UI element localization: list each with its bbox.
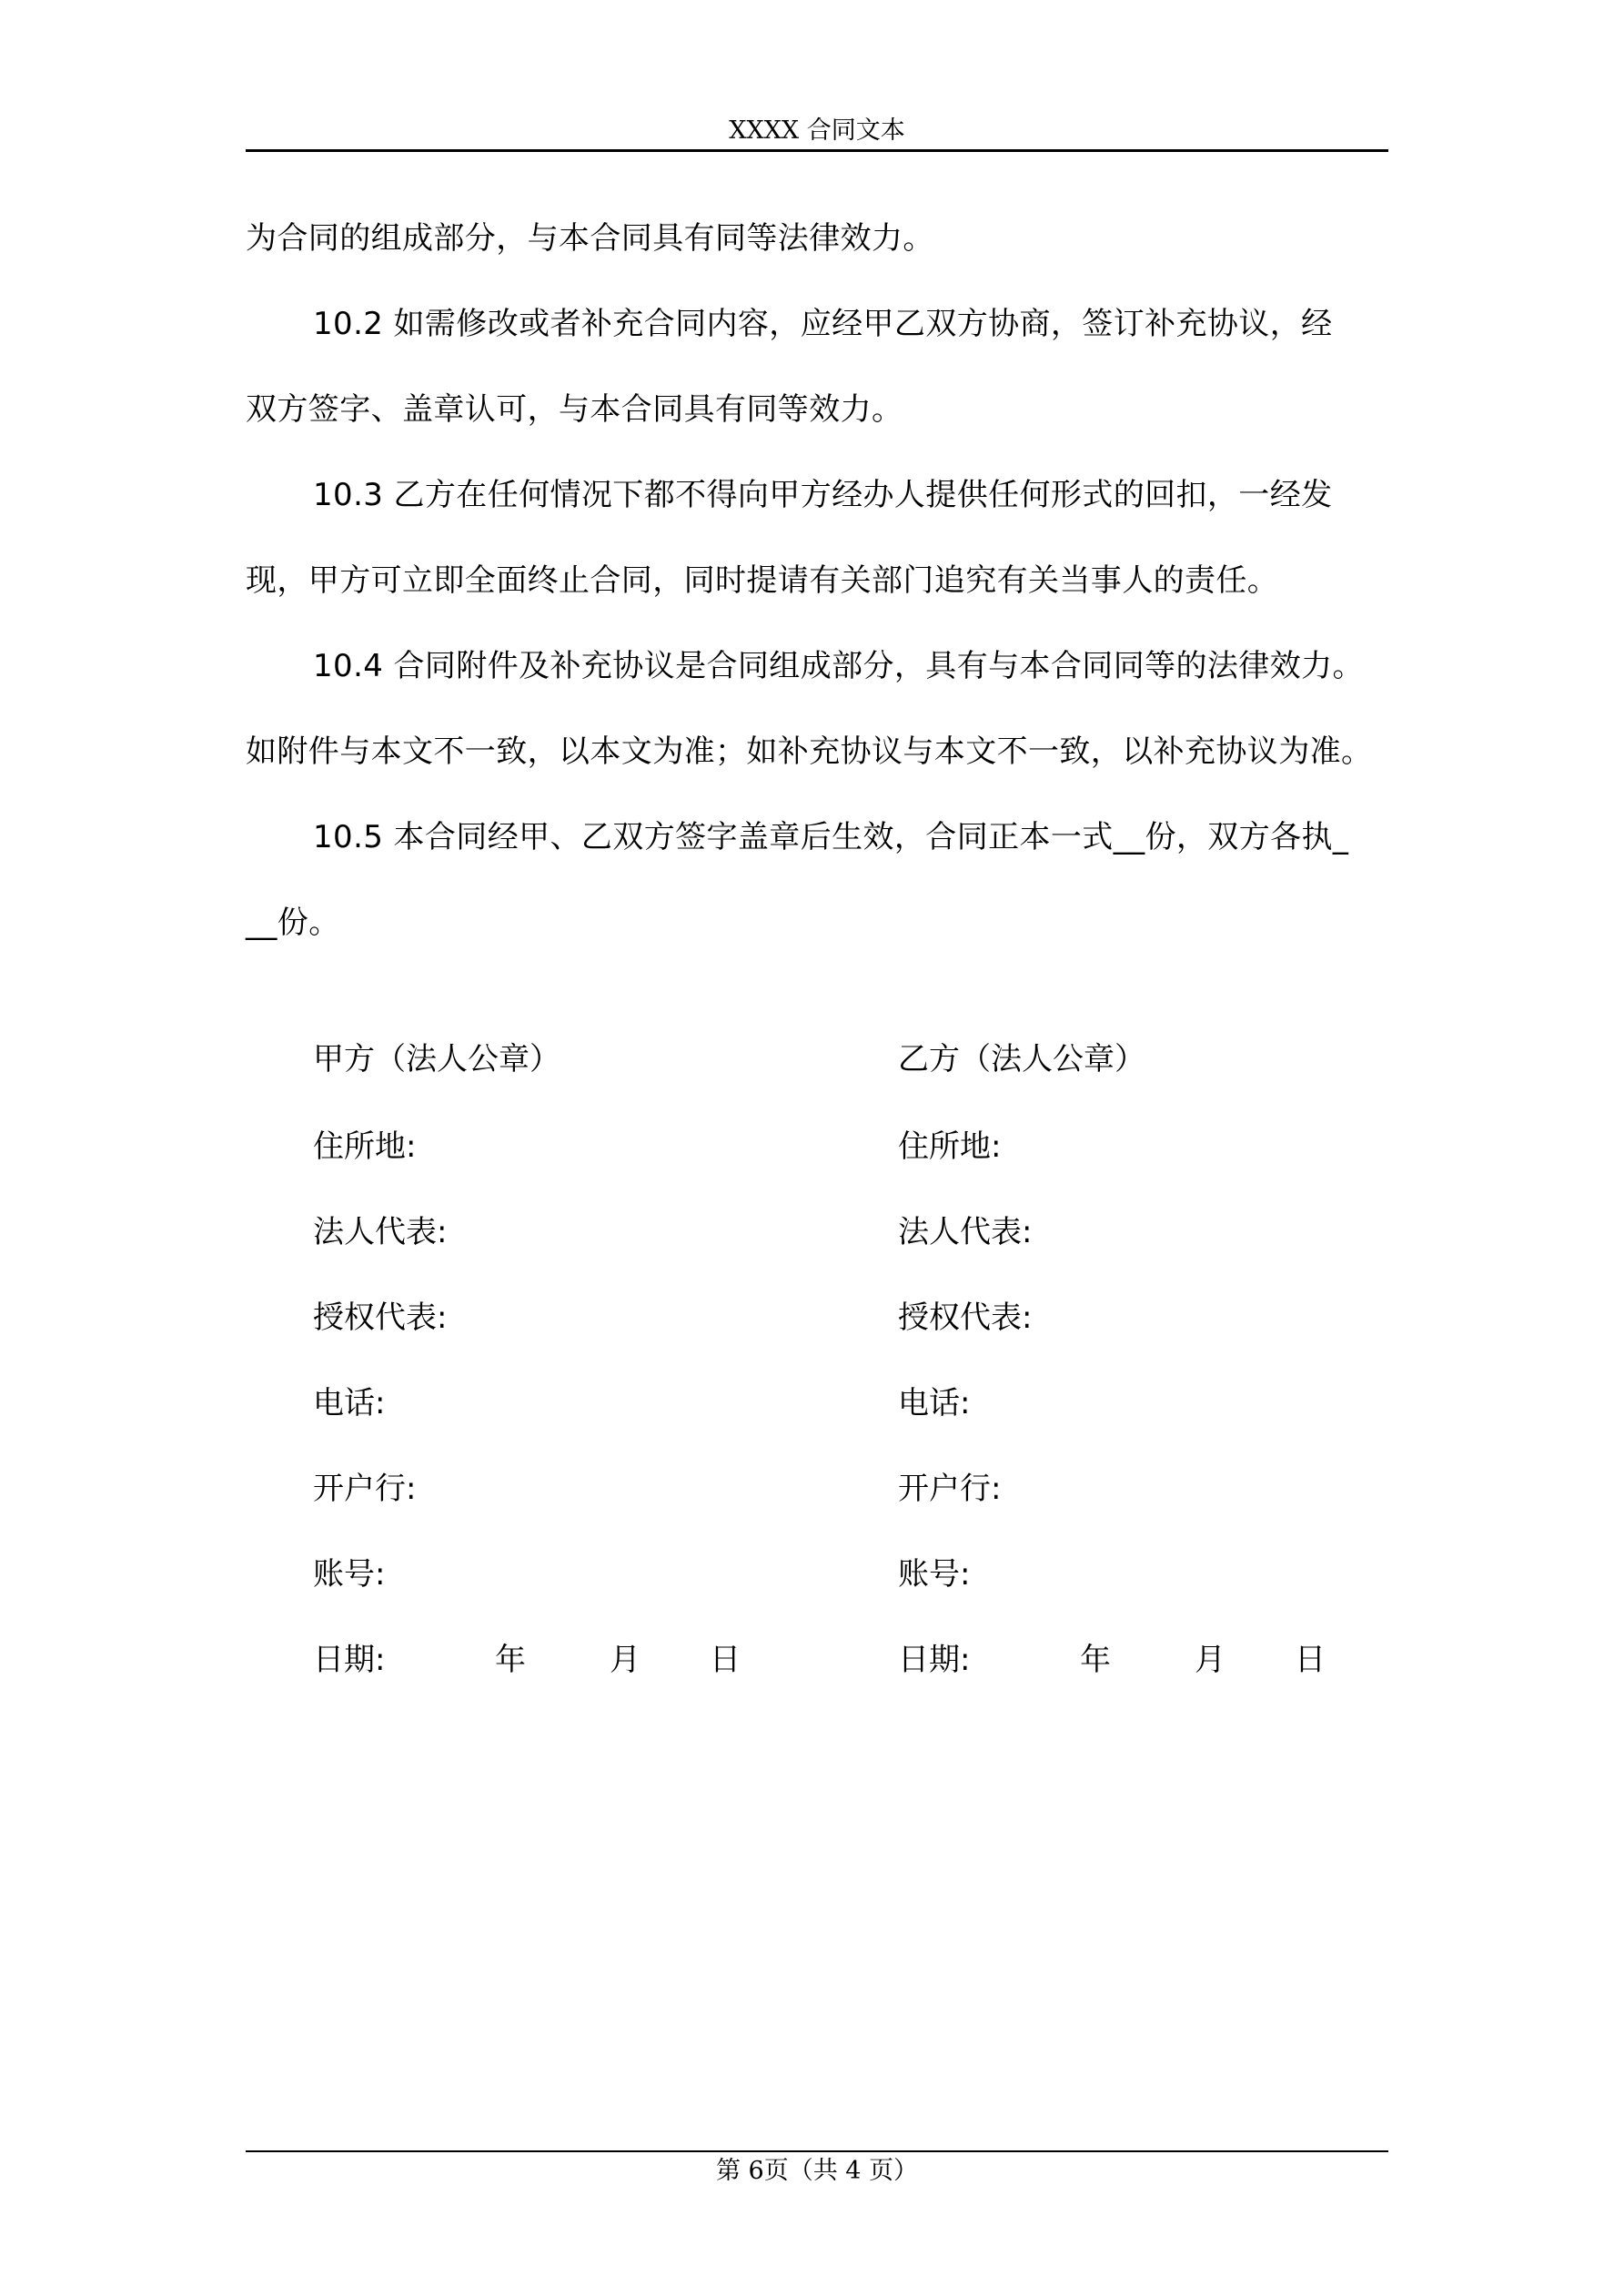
- clause-10-5-line: 10.5 本合同经甲、乙双方签字盖章后生效，合同正本一式__份，双方各执_: [313, 819, 1349, 855]
- paragraph-line: 现，甲方可立即全面终止合同，同时提请有关部门追究有关当事人的责任。: [246, 562, 1279, 599]
- party-b-phone-label: 电话:: [898, 1385, 971, 1421]
- party-b-authorized-rep-label: 授权代表:: [898, 1300, 1033, 1336]
- paragraph-line: 为合同的组成部分，与本合同具有同等法律效力。: [246, 220, 934, 257]
- party-a-address-label: 住所地:: [313, 1128, 417, 1165]
- party-a-date-month: 月: [610, 1642, 641, 1678]
- party-b-date-label: 日期:: [898, 1642, 971, 1678]
- party-b-address-label: 住所地:: [898, 1128, 1002, 1165]
- party-a-bank-label: 开户行:: [313, 1471, 417, 1507]
- party-a-title: 甲方（法人公章）: [313, 1041, 560, 1077]
- page-number: 第 6页（共 4 页）: [715, 2157, 919, 2185]
- party-b-bank-label: 开户行:: [898, 1471, 1002, 1507]
- party-a-phone-label: 电话:: [313, 1385, 386, 1421]
- party-b-legal-rep-label: 法人代表:: [898, 1214, 1033, 1250]
- party-b-date-day: 日: [1295, 1642, 1326, 1678]
- party-b-date-month: 月: [1195, 1642, 1226, 1678]
- footer-divider: [246, 2150, 1388, 2152]
- paragraph-line: __份。: [246, 905, 340, 941]
- party-b-date-year: 年: [1080, 1642, 1111, 1678]
- party-b-account-label: 账号:: [898, 1556, 971, 1593]
- clause-10-3-line: 10.3 乙方在任何情况下都不得向甲方经办人提供任何形式的回扣，一经发: [313, 477, 1333, 513]
- paragraph-line: 双方签字、盖章认可，与本合同具有同等效力。: [246, 391, 903, 428]
- party-a-date-day: 日: [710, 1642, 741, 1678]
- party-b-title: 乙方（法人公章）: [898, 1041, 1145, 1077]
- party-a-date-year: 年: [495, 1642, 526, 1678]
- document-header-title: XXXX 合同文本: [729, 116, 905, 145]
- party-a-legal-rep-label: 法人代表:: [313, 1214, 448, 1250]
- party-a-authorized-rep-label: 授权代表:: [313, 1300, 448, 1336]
- party-a-date-label: 日期:: [313, 1642, 386, 1678]
- clause-10-2-line: 10.2 如需修改或者补充合同内容，应经甲乙双方协商，签订补充协议，经: [313, 306, 1333, 342]
- clause-10-4-line: 10.4 合同附件及补充协议是合同组成部分，具有与本合同同等的法律效力。: [313, 648, 1364, 684]
- paragraph-line: 如附件与本文不一致，以本文为准；如补充协议与本文不一致，以补充协议为准。: [246, 733, 1373, 770]
- party-a-account-label: 账号:: [313, 1556, 386, 1593]
- header-divider: [246, 149, 1388, 152]
